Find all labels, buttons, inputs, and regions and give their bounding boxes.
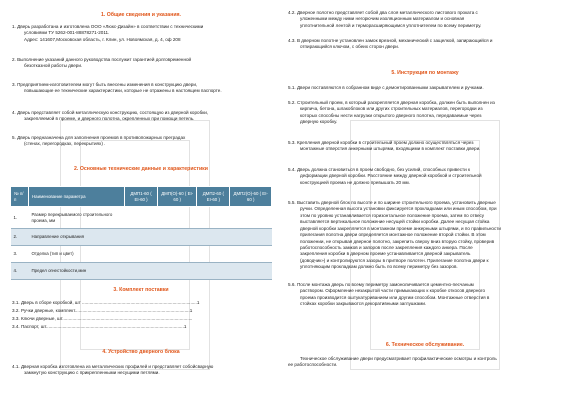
row-cell: [197, 229, 230, 246]
para-5-2-line-1: 5.2. Строительный проем, в который раскрепляется дверная коробка, должен быть выполнен из: [288, 100, 495, 105]
para-5-2-line-2: кирпича, бетона, шлакоблоков или других строительных материалов, перегородки из: [300, 106, 483, 112]
table-row: [11, 246, 272, 263]
row-cell: [125, 263, 158, 280]
row-cell: [125, 246, 158, 263]
row-cell: [230, 207, 272, 229]
row-cell: [125, 229, 158, 246]
para-4-2-line-2: уложенными между ними негорючим изоляционным материалом и основная: [300, 16, 465, 22]
para-5-5-line-4: выставляется вертикальное положение несущей стойки коробки. Далее несущая стойка: [300, 219, 490, 225]
para-5-5-line-1: 5.5. Выставить дверной блок по высоте и по ширине строительного проема, установить дверные: [288, 200, 496, 205]
para-4-1-line-1: 4.1. Дверная коробка изготовлена из металлических профилей и представляет собойсварную: [12, 364, 214, 369]
para-4-line-1: 4. Дверь представляет собой металлическую конструкцию, состоящую из дверной коробки,: [12, 110, 209, 115]
para-5-4: [288, 167, 482, 186]
para-2: [12, 57, 191, 70]
para-5-3-line-2: монтажные отверстия анкерными штырями, входящими в комплект поставки двери.: [300, 146, 481, 152]
section-6-title: 6. Техническое обслуживание.: [385, 342, 465, 348]
row-name: Отделка (тип и цвет): [29, 246, 125, 263]
header-dmp2: ДМП2-60 ( EI-60 ): [197, 187, 230, 207]
para-6: [288, 356, 497, 369]
para-5: [12, 135, 185, 148]
header-name: Наименование параметра: [29, 187, 125, 207]
para-5-3: [288, 140, 480, 153]
para-6-line-1: Техническое обслуживание двери предусматривает профилактические осмотры и контроль: [300, 356, 497, 361]
section-3-title: 3. Комплект поставки: [113, 287, 169, 293]
para-5-line-2: (стенах, перегородках, перекрытиях) .: [24, 141, 106, 147]
para-4-1: [12, 364, 213, 377]
para-4-1-line-2: замкнутую конструкцию с прикрепленными несущими петлями.: [24, 370, 160, 376]
para-5-6-line-1: 5.6. После монтажа дверь по всему периметру замоноличивается цементно-песчаным: [288, 282, 474, 287]
kit-item-3: 3.3. Ключи дверные, шт......................................................................................................: [12, 316, 193, 321]
table-row: [11, 263, 272, 280]
section-2-title: 2. Основные технические данные и характеристики: [74, 166, 208, 172]
row-cell: [158, 229, 197, 246]
para-1-line-1: 1. Дверь разработана и изготовлена ООО «Люкс-Дизайн» в соответствии с техническими: [12, 24, 204, 29]
table-row: [11, 229, 272, 246]
row-num: 4.: [11, 263, 29, 280]
para-2-line-1: 2. Выполнение указаний данного руководства послужит гарантией долговременной: [12, 57, 192, 62]
para-5-5-line-2: ручки. Определенная высота установки фиксируется прокладками или иным способом, при: [300, 206, 497, 212]
para-4-2-line-1: 4.2. Дверное полотно представляет собой два слоя металлического листового проката с: [288, 10, 478, 15]
para-1-line-2: условиями ТУ 5262-001-88878271-2011.: [24, 30, 110, 36]
para-5-6-line-4: стойках коробки закрываются декоративными заглушками.: [300, 301, 427, 307]
para-6-line-2: ее работоспособности.: [288, 362, 338, 368]
para-5-1-line-1: 5.1. Двери поставляются в собранном виде с демонтированными закрывателем и ручками.: [288, 85, 484, 90]
section-5-title: 5. Инструкция по монтажу: [391, 70, 459, 76]
row-cell: [197, 207, 230, 229]
para-4: [12, 110, 208, 123]
para-5-2: [288, 100, 495, 126]
header-dmpo: ДМП(О)-60 ( EI-60 ): [158, 187, 197, 207]
row-num: 3.: [11, 246, 29, 263]
kit-item-2: 3.2. Ручки дверные, комплект..........................................................................................1: [12, 308, 193, 313]
header-dmp2o: ДМП2(О)-60 ( EI-60 ): [230, 187, 272, 207]
para-4-3-line-1: 4.3. В дверном полотне установлен замок врезной, механический с защелкой, запирающийся и: [288, 38, 493, 43]
header-num: № п/п: [11, 187, 29, 207]
section-1-title: 1. Общие сведения и указания.: [100, 12, 181, 18]
para-5-2-line-4: дверную коробку.: [300, 119, 338, 125]
para-5-5: [288, 200, 501, 271]
header-dmp1: ДМП1-60 ( EI-60 ): [125, 187, 158, 207]
para-4-2-line-3: уплотнительной лентой и терморасширяющимся уплотнителем по всему периметру.: [300, 22, 482, 28]
para-4-2: [288, 10, 481, 29]
para-5-5-line-11: уплотняющим прокладкам должно быть по всему периметру без зазоров.: [300, 264, 458, 270]
spec-table: [10, 186, 272, 280]
para-4-3: [288, 38, 492, 51]
kit-item-4: 3.4. Паспорт, шт............................................................................................................1: [12, 324, 187, 329]
row-cell: [197, 263, 230, 280]
para-4-line-2: закрепляемой в проеме, и дверного полотна, окрепленных при помощи петель.: [24, 116, 195, 122]
para-5-5-line-8: работоспособность замков и запоров после закрепления каждого анкера. После: [300, 244, 473, 250]
para-5-3-line-1: 5.3. Крепления дверной коробки в строительный проем должно осуществляться через: [288, 140, 474, 145]
para-5-6-line-2: раствором. Оформление незакрытой части примыкающих к коробке откосов дверного: [300, 288, 486, 294]
row-cell: [158, 263, 197, 280]
table-row: [11, 207, 272, 229]
para-5-4-line-1: 5.4. Дверь должна становиться в проем свободно, без усилий, способных привести к: [288, 167, 470, 172]
section-4-title: 4. Устройство дверного блока: [102, 349, 180, 355]
para-5-4-line-3: конструкцией проема не должно превышать 20 мм.: [300, 179, 410, 185]
row-name: Направление открывания: [29, 229, 125, 246]
para-5-4-line-2: деформации дверной коробки. Расстояние между дверной коробкой и строительной: [300, 173, 482, 179]
para-3-line-2: повышающие ее технические характеристики, которые не отражены в настоящем паспорте.: [24, 88, 222, 94]
para-5-1: [288, 85, 484, 91]
row-num: 2.: [11, 229, 29, 246]
para-5-6-line-3: проема производится оштукатуриванием или другим способом. Монтажные отверстия в: [300, 294, 490, 300]
para-5-2-line-3: которых способны нести нагрузки открытого дверного полотна, передаваемые через: [300, 112, 482, 118]
spec-table-header: [11, 187, 272, 207]
para-4-3-line-2: отпирающийся ключом, с обеих сторон двери.: [300, 44, 400, 50]
para-3-line-1: 3. Предприятием-изготовителем могут быть внесены изменения в конструкцию двери,: [12, 82, 198, 87]
row-cell: [230, 263, 272, 280]
para-5-5-line-5: дверной коробки закрепляется в монтажном проеме анкерными штырями, и по правильности: [300, 225, 501, 231]
para-1: [12, 24, 203, 43]
para-2-line-2: безотказной работы двери.: [24, 63, 83, 69]
row-cell: [158, 207, 197, 229]
kit-item-1: 3.1. Дверь в сборе коробкой, шт ..........................................................................................1: [12, 300, 200, 305]
para-3: [12, 82, 222, 95]
row-cell: [230, 246, 272, 263]
row-cell: [230, 229, 272, 246]
row-name: Размер перекрываемого строительного проема, мм: [29, 207, 125, 229]
row-cell: [197, 246, 230, 263]
para-5-line-1: 5. Дверь предназначена для заполнения проемов в противопожарных преградах: [12, 135, 186, 140]
para-5-5-line-7: положении, не открывая дверное полотно, закрепить сверху вниз вторую стойку, проверив: [300, 238, 495, 244]
row-cell: [125, 207, 158, 229]
row-num: 1.: [11, 207, 29, 229]
para-1-line-3: Адрес: 141607,Московская область, г. Клин, ул. Новоямская, д. 4, оф 208: [24, 36, 181, 42]
row-name: Предел огнестойкости,мин: [29, 263, 125, 280]
para-5-5-line-3: этом по уровню устанавливается горизонтальное положение проема, затем по отвесу: [300, 212, 485, 218]
row-cell: [158, 246, 197, 263]
para-5-5-line-9: закрепления коробки в дверном проеме устанавливается дверной закрыватель: [300, 251, 471, 257]
para-5-5-line-6: прилегания полотна двери определяется монтажное положение второй стойки. В этом: [300, 232, 486, 238]
para-5-6: [288, 282, 489, 308]
para-5-5-line-10: (доводчик») и контролируются зазоры в притворе полотен. Прилегание полотна двери к: [300, 257, 489, 263]
